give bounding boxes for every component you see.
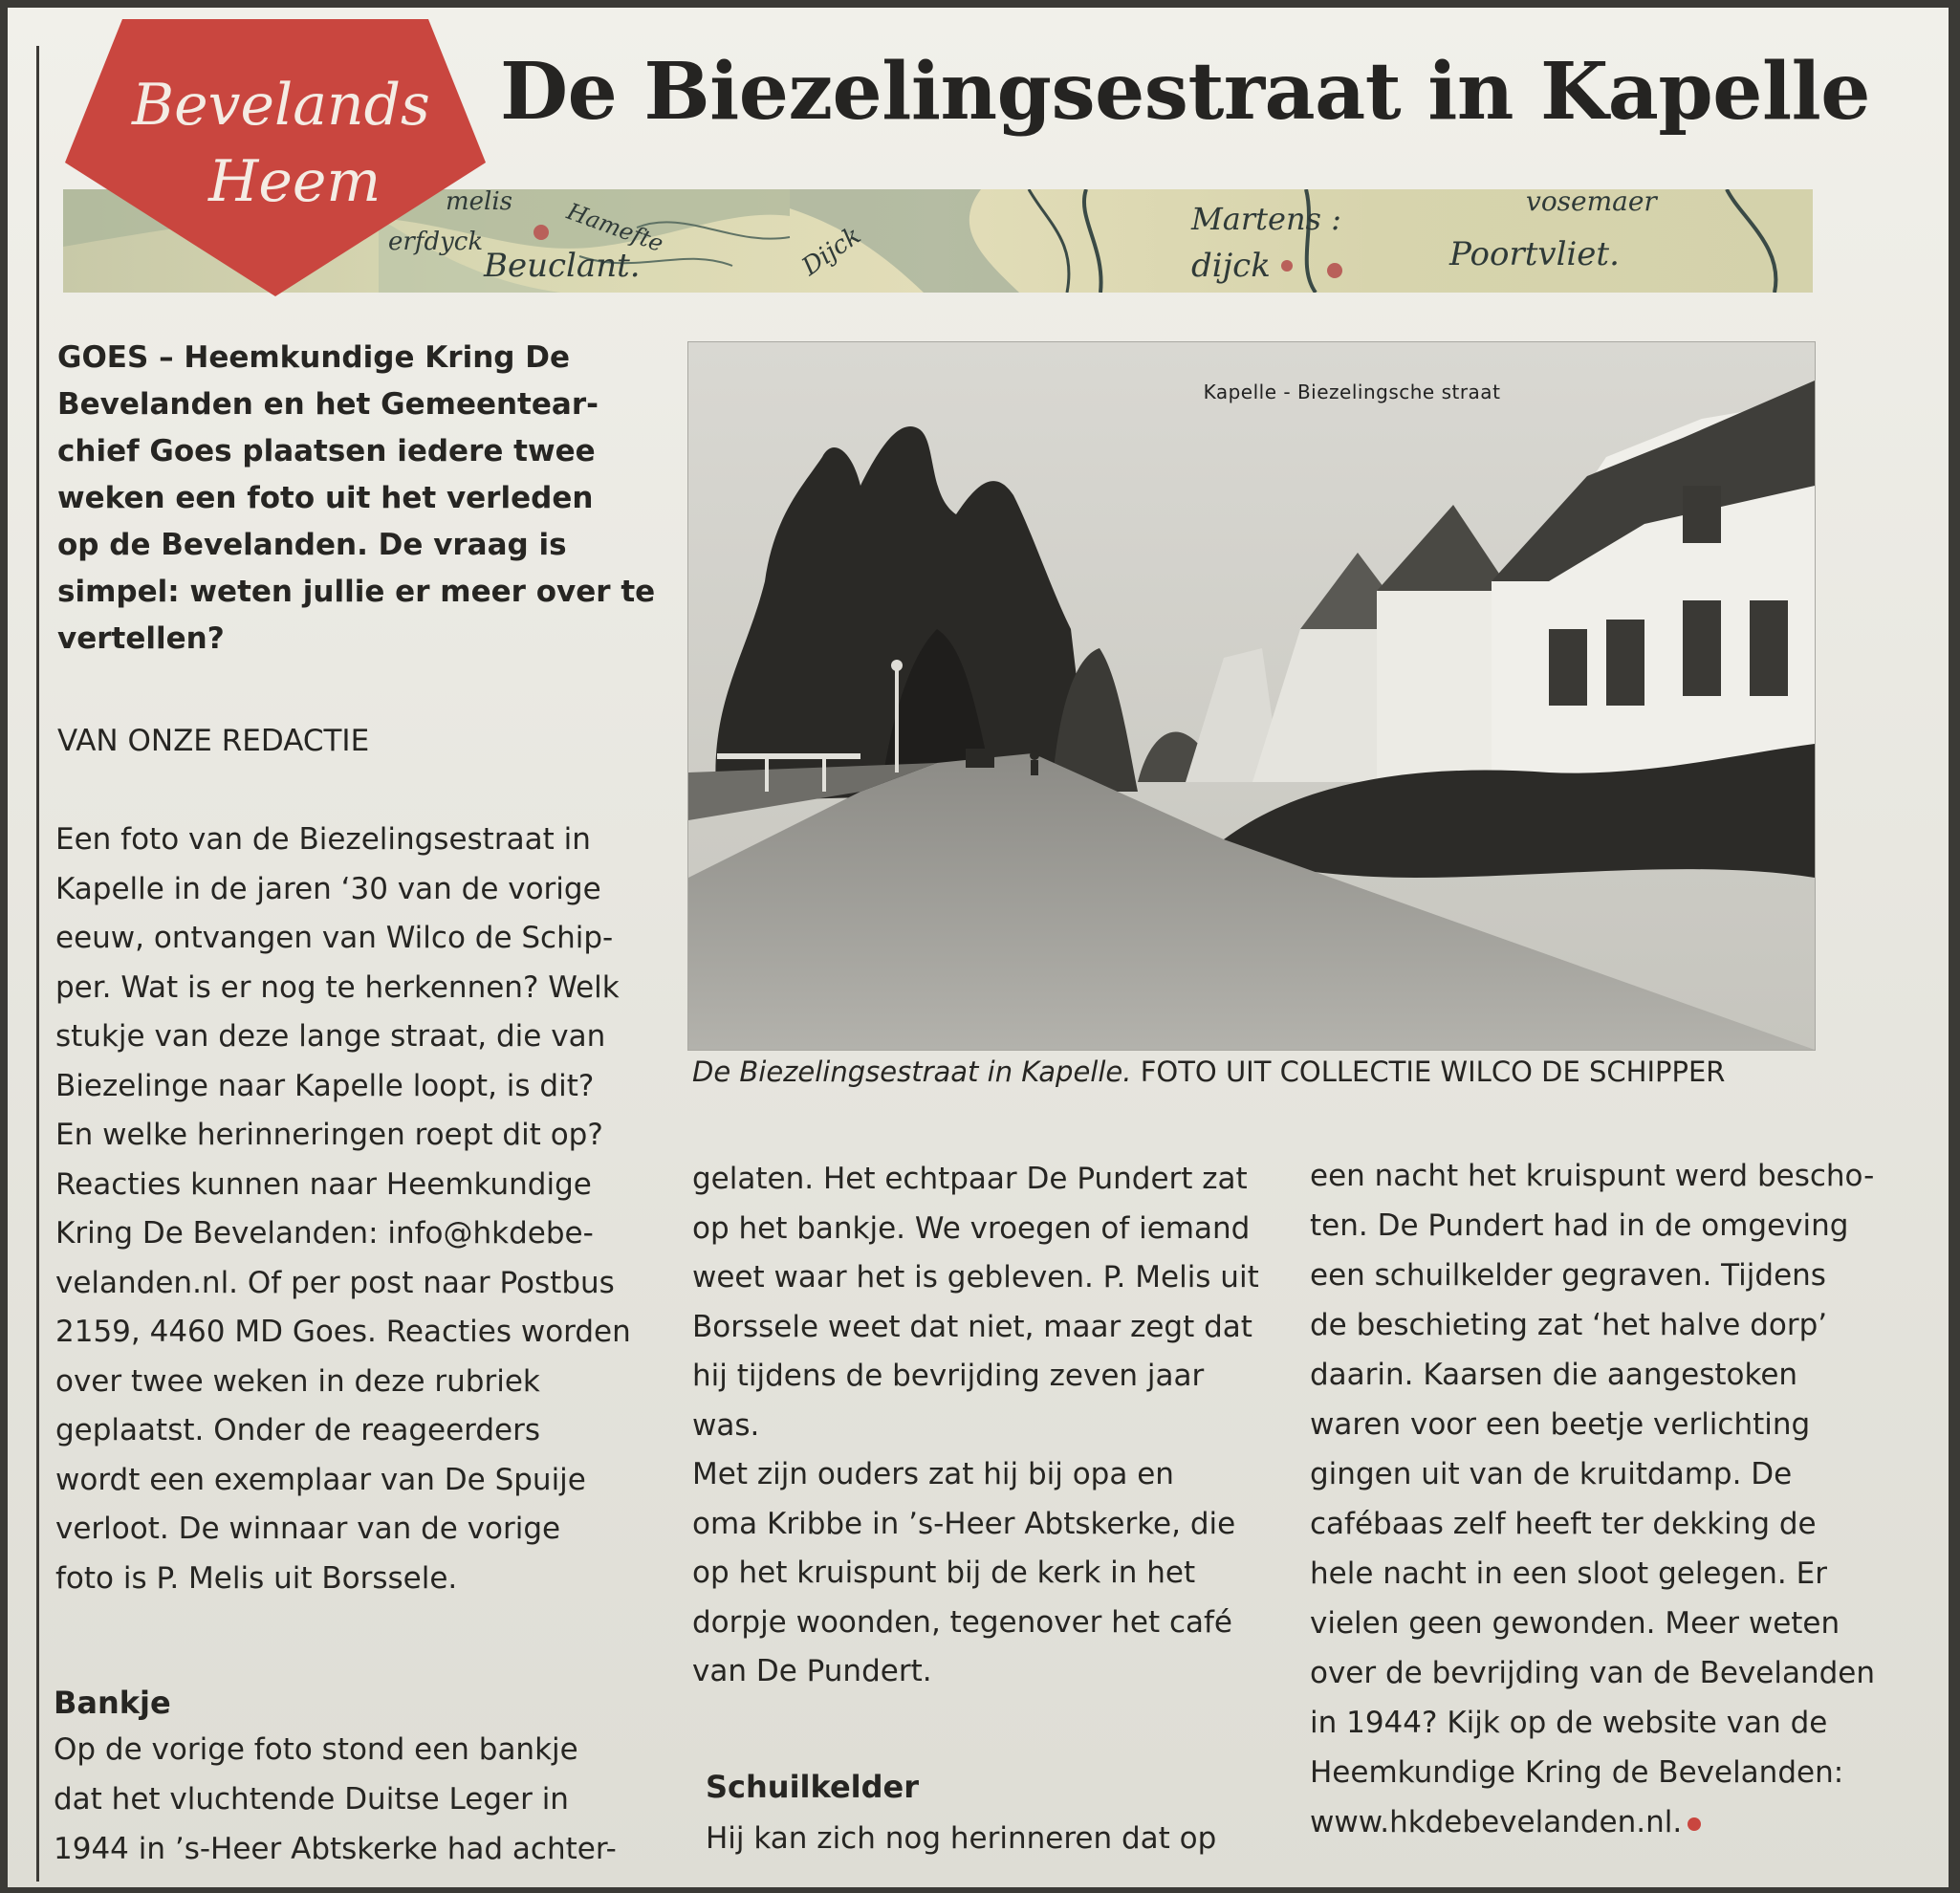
body-line: verloot. De winnaar van de vorige bbox=[55, 1512, 561, 1546]
bevelands-heem-logo bbox=[65, 19, 486, 296]
body-line: waren voor een beetje verlichting bbox=[1310, 1407, 1811, 1442]
body-line: oma Kribbe in ’s-Heer Abtskerke, die bbox=[692, 1506, 1236, 1541]
body-line: wordt een exemplaar van De Spuije bbox=[55, 1462, 586, 1497]
byline: VAN ONZE REDACTIE bbox=[57, 724, 370, 758]
map-label: dijck bbox=[1191, 247, 1271, 285]
body-line bbox=[1310, 1797, 1875, 1847]
body-line: hele nacht in een sloot gelegen. Er bbox=[1310, 1556, 1827, 1591]
body-line: Een foto van de Biezelingsestraat in bbox=[55, 822, 591, 857]
column-2-continued bbox=[706, 1815, 1216, 1862]
lede-line: weken een foto uit het verleden bbox=[57, 481, 594, 515]
subhead-schuilkelder: Schuilkelder bbox=[706, 1769, 919, 1805]
column-1-body bbox=[55, 816, 631, 1603]
lede-paragraph bbox=[57, 335, 655, 663]
body-line: cafébaas zelf heeft ter dekking de bbox=[1310, 1507, 1817, 1541]
body-line: Met zijn ouders zat hij bij opa en bbox=[692, 1457, 1174, 1491]
logo-line1: Bevelands bbox=[132, 72, 430, 139]
lede-line: simpel: weten jullie er meer over te bbox=[57, 575, 656, 609]
body-line: op het bankje. We vroegen of iemand bbox=[692, 1210, 1251, 1246]
body-line: 2159, 4460 MD Goes. Reacties worden bbox=[55, 1315, 631, 1349]
map-label: erfdyck bbox=[388, 228, 484, 256]
logo-line2: Heem bbox=[208, 148, 381, 215]
caption-credit: FOTO UIT COLLECTIE WILCO DE SCHIPPER bbox=[1140, 1055, 1726, 1088]
body-line: gingen uit van de kruitdamp. De bbox=[1310, 1457, 1793, 1491]
body-line: Kring De Bevelanden: info@hkdebe- bbox=[55, 1216, 594, 1251]
photo-caption bbox=[692, 1055, 1725, 1088]
body-line: Kapelle in de jaren ‘30 van de vorige bbox=[55, 871, 601, 906]
body-line: van De Pundert. bbox=[692, 1654, 932, 1688]
body-line: dat het vluchtende Duitse Leger in bbox=[54, 1782, 569, 1817]
body-line: velanden.nl. Of per post naar Postbus bbox=[55, 1265, 615, 1300]
body-line: Reacties kunnen naar Heemkundige bbox=[55, 1166, 592, 1202]
website-link[interactable]: www.hkdebevelanden.nl. bbox=[1310, 1805, 1683, 1839]
lede-line: GOES – Heemkundige Kring De bbox=[57, 340, 571, 375]
body-line: weet waar het is gebleven. P. Melis uit bbox=[692, 1260, 1259, 1295]
column-2-body bbox=[692, 1155, 1259, 1697]
map-label: melis bbox=[446, 189, 513, 216]
column-1-continued bbox=[54, 1725, 617, 1874]
lede-line: vertellen? bbox=[57, 621, 225, 656]
body-line: Heemkundige Kring de Bevelanden: bbox=[1310, 1755, 1844, 1790]
map-label: Dijck bbox=[796, 221, 867, 282]
lede-line: Bevelanden en het Gemeentear- bbox=[57, 387, 599, 422]
body-line: hij tijdens de bevrijding zeven jaar bbox=[692, 1359, 1205, 1393]
column-rule bbox=[36, 46, 39, 1882]
body-line: was. bbox=[692, 1407, 760, 1443]
map-label: Hamefte bbox=[563, 197, 667, 258]
body-line: Borssele weet dat niet, maar zegt dat bbox=[692, 1309, 1252, 1344]
body-line: eeuw, ontvangen van Wilco de Schip- bbox=[55, 921, 614, 955]
body-line: een nacht het kruispunt werd bescho- bbox=[1310, 1159, 1875, 1193]
body-line: Op de vorige foto stond een bankje bbox=[54, 1732, 578, 1767]
body-line: Hij kan zich nog herinneren dat op bbox=[706, 1821, 1217, 1856]
body-line: op het kruispunt bij de kerk in het bbox=[692, 1556, 1196, 1590]
caption-title: De Biezelingsestraat in Kapelle. bbox=[692, 1055, 1132, 1088]
end-mark-dot bbox=[1688, 1817, 1701, 1831]
newspaper-page bbox=[8, 8, 1949, 1887]
column-3-body bbox=[1310, 1151, 1875, 1847]
body-line: gelaten. Het echtpaar De Pundert zat bbox=[692, 1162, 1248, 1196]
map-label: Beuclant. bbox=[484, 247, 641, 285]
lede-line: chief Goes plaatsen iedere twee bbox=[57, 434, 596, 468]
body-line: over de bevrijding van de Bevelanden bbox=[1310, 1656, 1875, 1690]
body-line: dorpje woonden, tegenover het café bbox=[692, 1604, 1233, 1640]
body-line: in 1944? Kijk op de website van de bbox=[1310, 1706, 1828, 1740]
map-label: vosemaer bbox=[1526, 189, 1657, 217]
subhead-bankje: Bankje bbox=[54, 1685, 171, 1721]
body-line: vielen geen gewonden. Meer weten bbox=[1310, 1606, 1840, 1641]
page-title: De Biezelingsestraat in Kapelle bbox=[500, 46, 1870, 138]
body-line: ten. De Pundert had in de omgeving bbox=[1310, 1208, 1849, 1243]
body-line: de beschieting zat ‘het halve dorp’ bbox=[1310, 1308, 1828, 1342]
photo-printed-caption: Kapelle - Biezelingsche straat bbox=[1203, 381, 1501, 403]
body-line: En welke herinneringen roept dit op? bbox=[55, 1118, 603, 1152]
street-photo-illustration bbox=[688, 342, 1815, 1050]
body-line: over twee weken in deze rubriek bbox=[55, 1363, 540, 1399]
body-line: daarin. Kaarsen die aangestoken bbox=[1310, 1358, 1798, 1392]
lede-line: op de Bevelanden. De vraag is bbox=[57, 528, 567, 562]
historic-photo bbox=[688, 342, 1815, 1050]
body-line: Biezelinge naar Kapelle loopt, is dit? bbox=[55, 1068, 595, 1103]
body-line: 1944 in ’s-Heer Abtskerke had achter- bbox=[54, 1832, 617, 1866]
body-line: stukje van deze lange straat, die van bbox=[55, 1019, 606, 1054]
map-label: Martens : bbox=[1191, 201, 1341, 237]
body-line: foto is P. Melis uit Borssele. bbox=[55, 1560, 458, 1596]
body-line: geplaatst. Onder de reageerders bbox=[55, 1413, 541, 1447]
body-line: een schuilkelder gegraven. Tijdens bbox=[1310, 1258, 1826, 1293]
body-line: per. Wat is er nog te herkennen? Welk bbox=[55, 969, 620, 1005]
map-label: Poortvliet. bbox=[1449, 235, 1620, 273]
